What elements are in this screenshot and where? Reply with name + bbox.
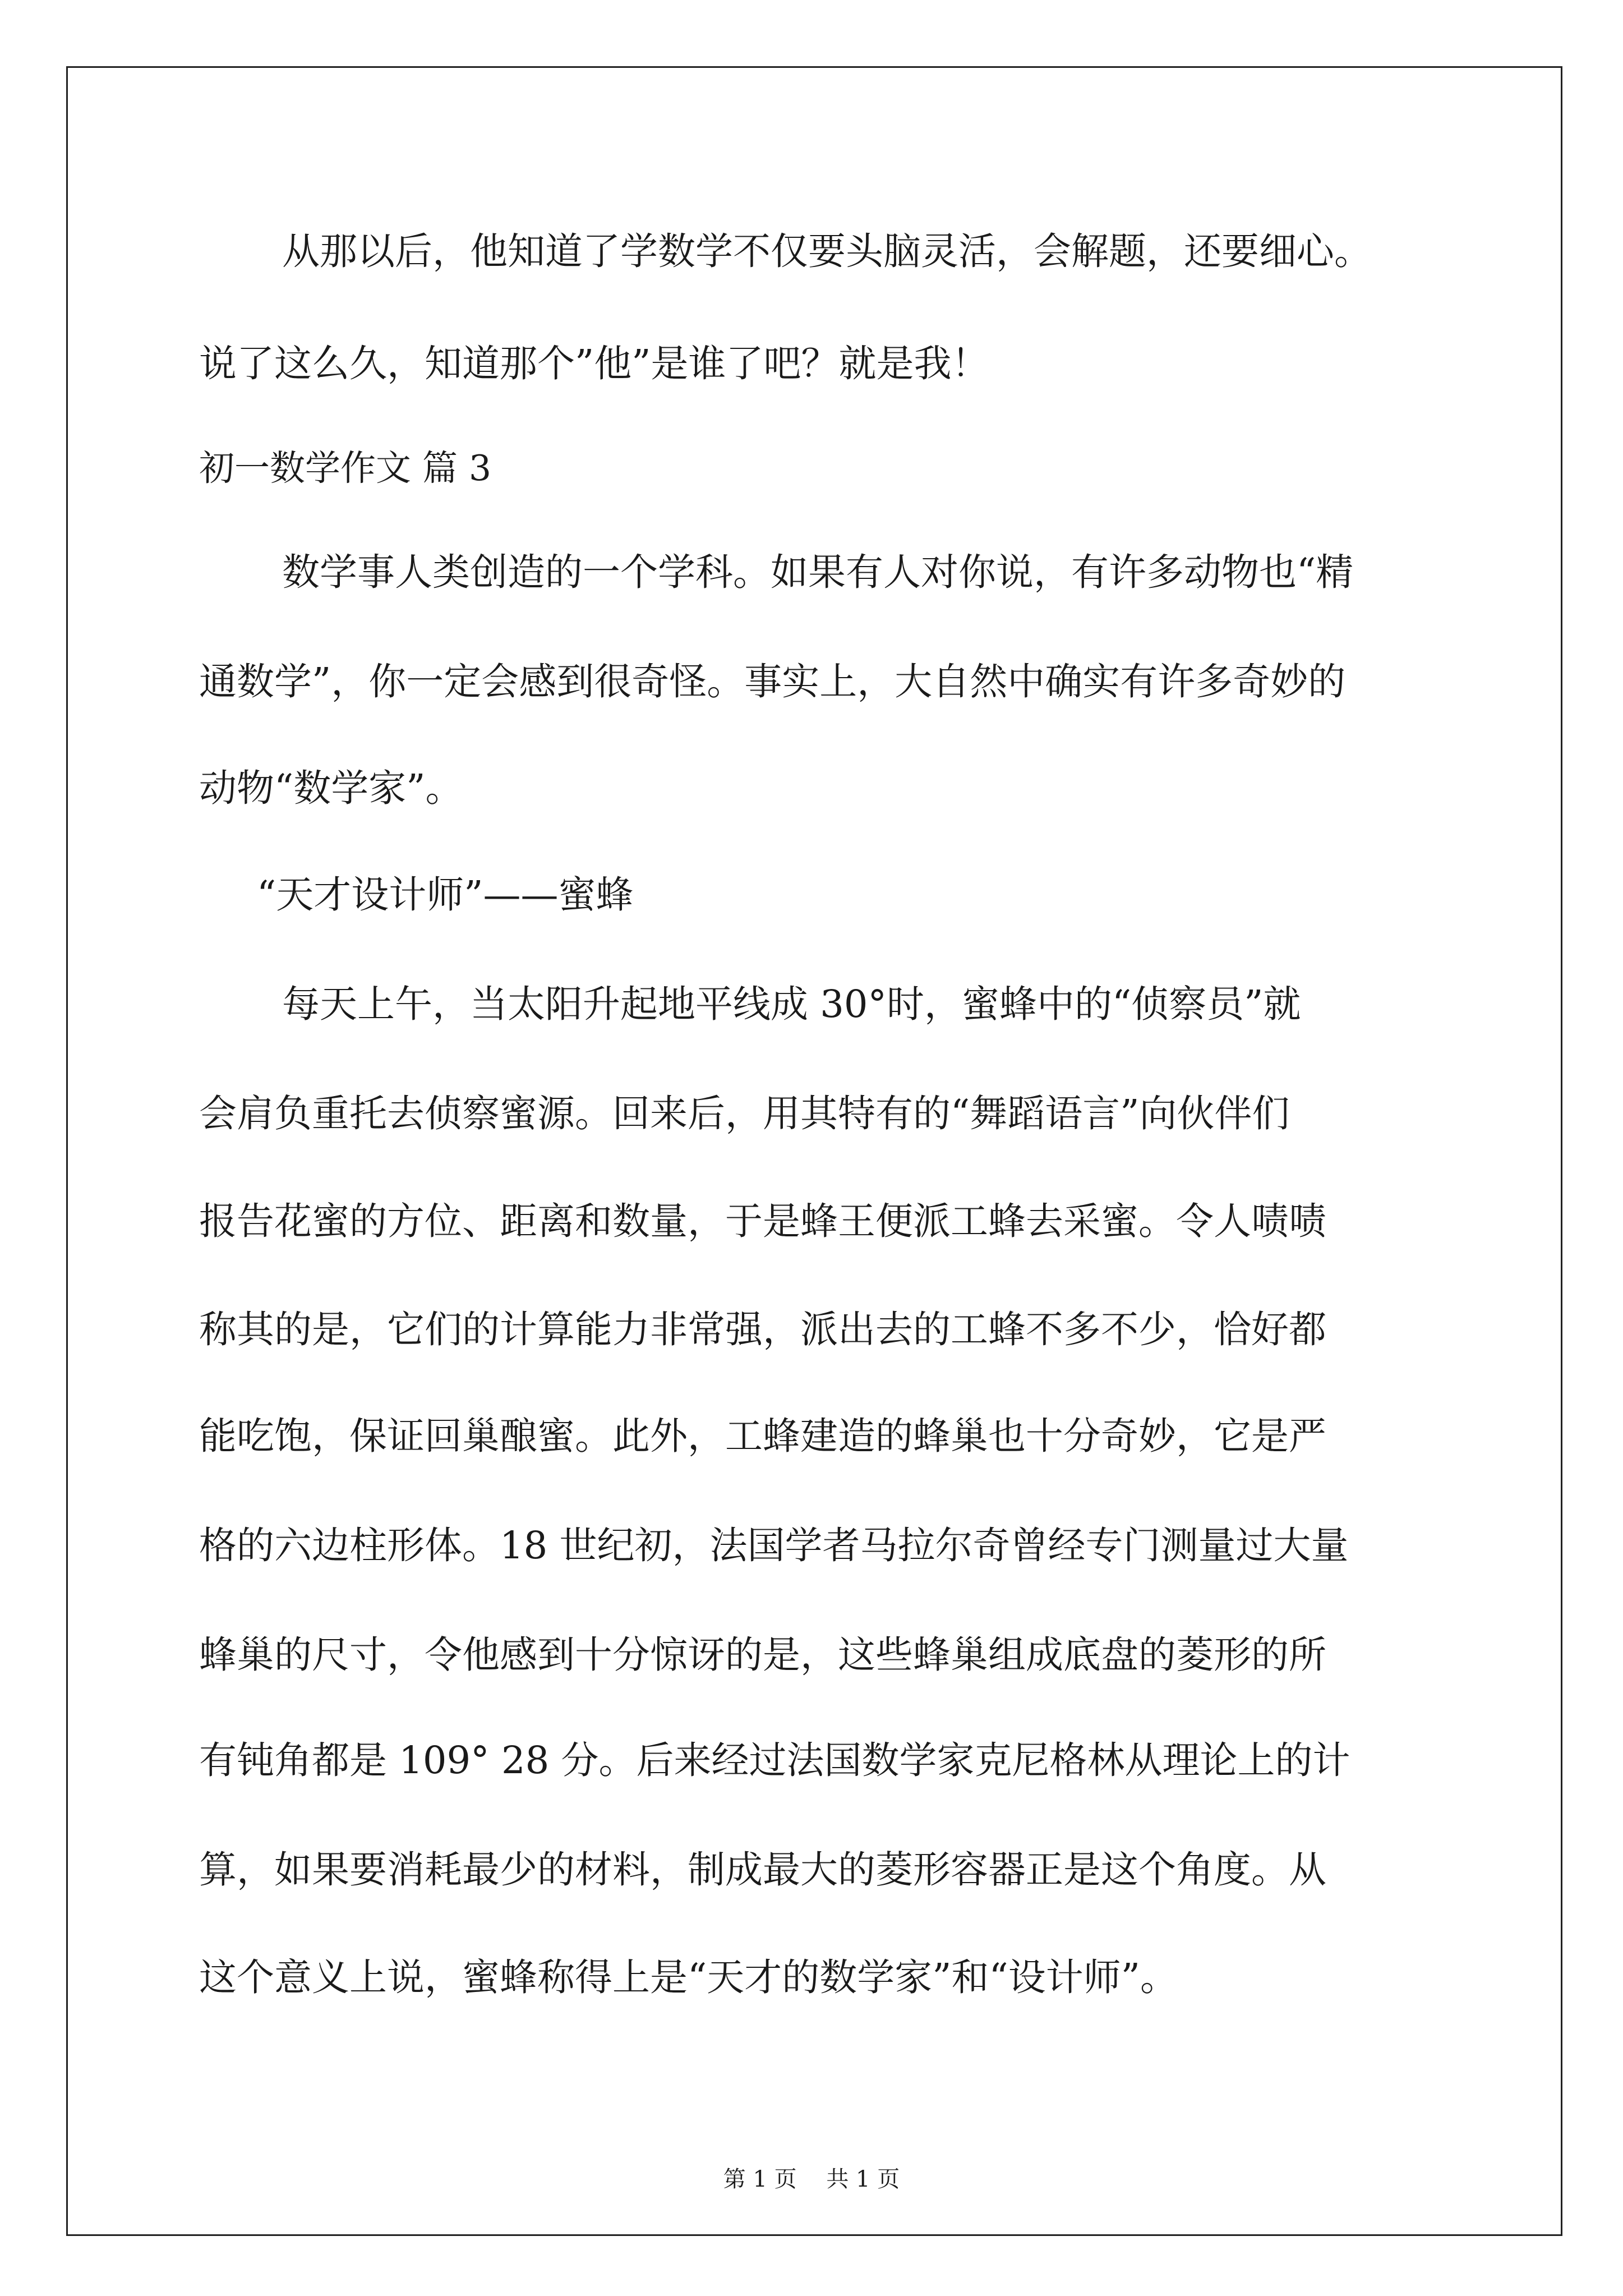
paragraph-line: 蜂巢的尺寸，令他感到十分惊讶的是，这些蜂巢组成底盘的菱形的所 bbox=[199, 1633, 1326, 1677]
page-border bbox=[66, 66, 1562, 2236]
paragraph-line: 这个意义上说，蜜蜂称得上是“天才的数学家”和“设计师”。 bbox=[199, 1955, 1178, 1999]
paragraph-line: 能吃饱，保证回巢酿蜜。此外，工蜂建造的蜂巢也十分奇妙，它是严 bbox=[199, 1414, 1326, 1458]
paragraph-line: 说了这么久，知道那个”他”是谁了吧？就是我！ bbox=[199, 342, 989, 385]
paragraph-line: 数学事人类创造的一个学科。如果有人对你说，有许多动物也“精 bbox=[282, 550, 1354, 594]
paragraph-line: 算，如果要消耗最少的材料，制成最大的菱形容器正是这个角度。从 bbox=[199, 1848, 1326, 1892]
paragraph-line: 称其的是，它们的计算能力非常强，派出去的工蜂不多不少，恰好都 bbox=[199, 1308, 1326, 1351]
paragraph-line: 通数学”，你一定会感到很奇怪。事实上，大自然中确实有许多奇妙的 bbox=[199, 660, 1346, 703]
paragraph-line: 动物“数学家”。 bbox=[199, 766, 463, 810]
paragraph-line: 会肩负重托去侦察蜜源。回来后，用其特有的“舞蹈语言”向伙伴们 bbox=[199, 1092, 1290, 1135]
paragraph-line: 报告花蜜的方位、距离和数量，于是蜂王便派工蜂去采蜜。令人啧啧 bbox=[199, 1199, 1326, 1243]
paragraph-line: 格的六边柱形体。18 世纪初，法国学者马拉尔奇曾经专门测量过大量 bbox=[199, 1524, 1349, 1567]
subheading-line: “天才设计师”——蜜蜂 bbox=[257, 873, 634, 917]
paragraph-line: 每天上午，当太阳升起地平线成 30°时，蜜蜂中的“侦察员”就 bbox=[282, 982, 1301, 1026]
paragraph-line: 有钝角都是 109° 28 分。后来经过法国数学家克尼格林从理论上的计 bbox=[199, 1738, 1350, 1782]
section-heading: 初一数学作文 篇 3 bbox=[199, 448, 492, 489]
page-footer: 第 1 页 共 1 页 bbox=[723, 2166, 900, 2192]
paragraph-line: 从那以后，他知道了学数学不仅要头脑灵活，会解题，还要细心。 bbox=[282, 229, 1372, 273]
